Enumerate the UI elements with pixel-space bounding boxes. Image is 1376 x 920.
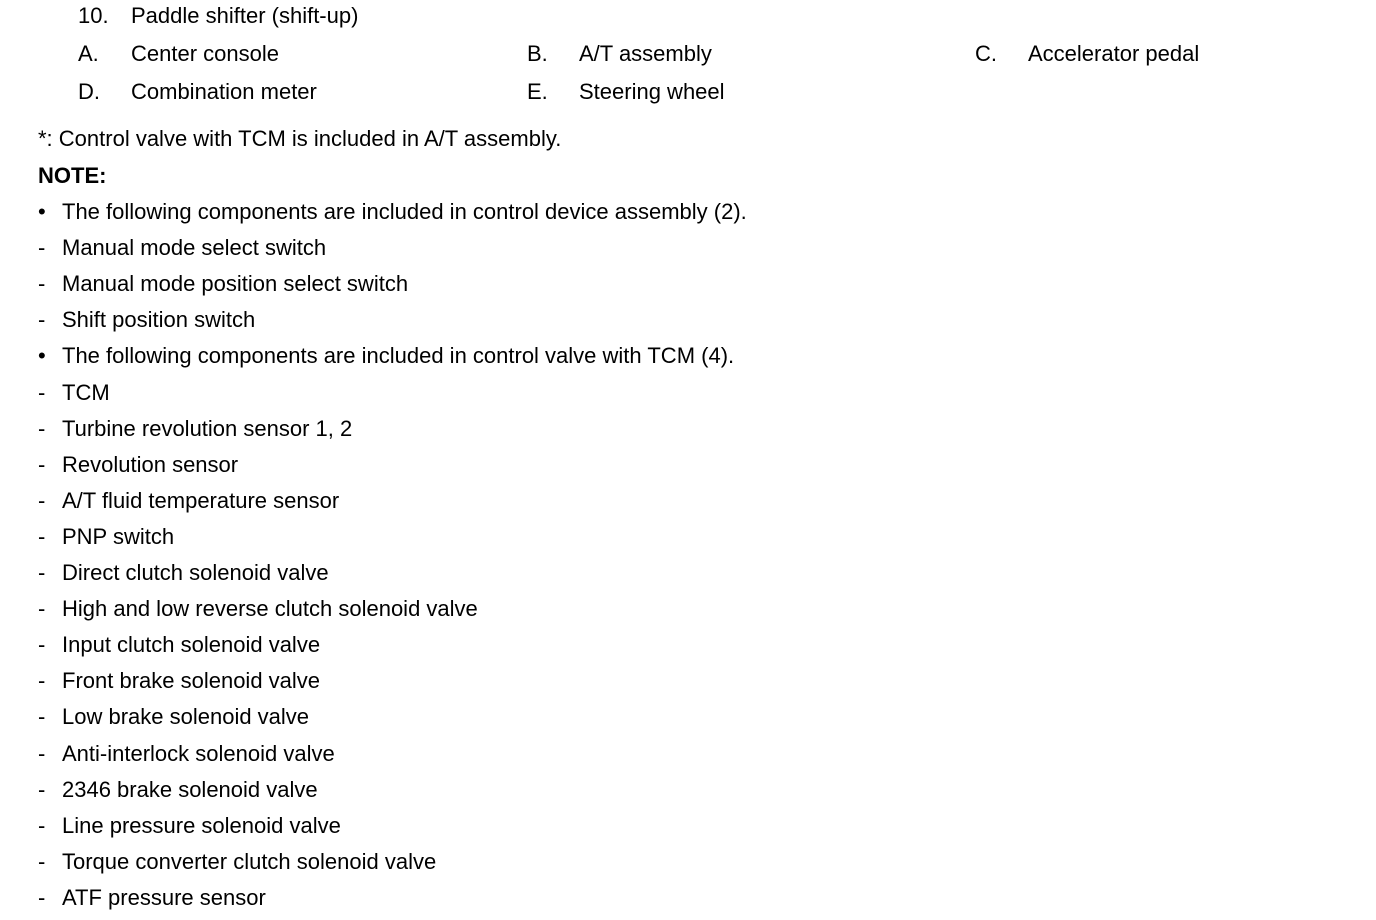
note-item-text: Manual mode position select switch bbox=[62, 271, 409, 296]
dash-mark: - bbox=[38, 668, 46, 693]
note-item-text: PNP switch bbox=[62, 524, 175, 549]
legend-letter: B. bbox=[527, 41, 548, 66]
dash-mark: - bbox=[38, 632, 46, 657]
dash-mark: - bbox=[38, 452, 46, 477]
note-item-text: TCM bbox=[62, 380, 110, 405]
note-item-text: Direct clutch solenoid valve bbox=[62, 560, 329, 585]
note-item-text: Low brake solenoid valve bbox=[62, 704, 310, 729]
legend-label: Steering wheel bbox=[579, 79, 725, 104]
note-item-text: The following components are included in control device assembly (2). bbox=[62, 199, 747, 224]
dash-mark: - bbox=[38, 307, 46, 332]
dash-mark: - bbox=[38, 885, 46, 910]
legend-letter: E. bbox=[527, 79, 548, 104]
note-title: NOTE: bbox=[38, 163, 107, 188]
dash-mark: - bbox=[38, 560, 46, 585]
dash-mark: - bbox=[38, 235, 46, 260]
note-item-text: Turbine revolution sensor 1, 2 bbox=[62, 416, 353, 441]
dash-mark: - bbox=[38, 596, 46, 621]
legend-label: Paddle shifter (shift-up) bbox=[131, 3, 359, 28]
dash-mark: - bbox=[38, 524, 46, 549]
note-item-text: The following components are included in control valve with TCM (4). bbox=[62, 343, 735, 368]
legend-letter: C. bbox=[975, 41, 997, 66]
bullet-mark: • bbox=[38, 343, 46, 368]
legend-number: 10. bbox=[78, 3, 109, 28]
bullet-mark: • bbox=[38, 199, 46, 224]
dash-mark: - bbox=[38, 488, 46, 513]
note-item-text: High and low reverse clutch solenoid valve bbox=[62, 596, 478, 621]
legend-letter: D. bbox=[78, 79, 100, 104]
note-item-text: A/T fluid temperature sensor bbox=[62, 488, 340, 513]
legend-letter: A. bbox=[78, 41, 99, 66]
dash-mark: - bbox=[38, 849, 46, 874]
note-item-text: Front brake solenoid valve bbox=[62, 668, 321, 693]
dash-mark: - bbox=[38, 741, 46, 766]
note-item-text: Manual mode select switch bbox=[62, 235, 327, 260]
dash-mark: - bbox=[38, 813, 46, 838]
dash-mark: - bbox=[38, 416, 46, 441]
note-item-text: Revolution sensor bbox=[62, 452, 239, 477]
dash-mark: - bbox=[38, 380, 46, 405]
note-item-text: Torque converter clutch solenoid valve bbox=[62, 849, 437, 874]
note-item-text: 2346 brake solenoid valve bbox=[62, 777, 318, 802]
legend-label: Combination meter bbox=[131, 79, 317, 104]
legend-label: Accelerator pedal bbox=[1028, 41, 1200, 66]
note-item-text: Anti-interlock solenoid valve bbox=[62, 741, 335, 766]
dash-mark: - bbox=[38, 271, 46, 296]
note-item-text: ATF pressure sensor bbox=[62, 885, 266, 910]
note-item-text: Line pressure solenoid valve bbox=[62, 813, 341, 838]
legend-label: A/T assembly bbox=[579, 41, 712, 66]
legend-label: Center console bbox=[131, 41, 279, 66]
dash-mark: - bbox=[38, 704, 46, 729]
note-item-text: Input clutch solenoid valve bbox=[62, 632, 321, 657]
note-item-text: Shift position switch bbox=[62, 307, 256, 332]
dash-mark: - bbox=[38, 777, 46, 802]
footnote: *: Control valve with TCM is included in A/T assembly. bbox=[38, 126, 562, 151]
